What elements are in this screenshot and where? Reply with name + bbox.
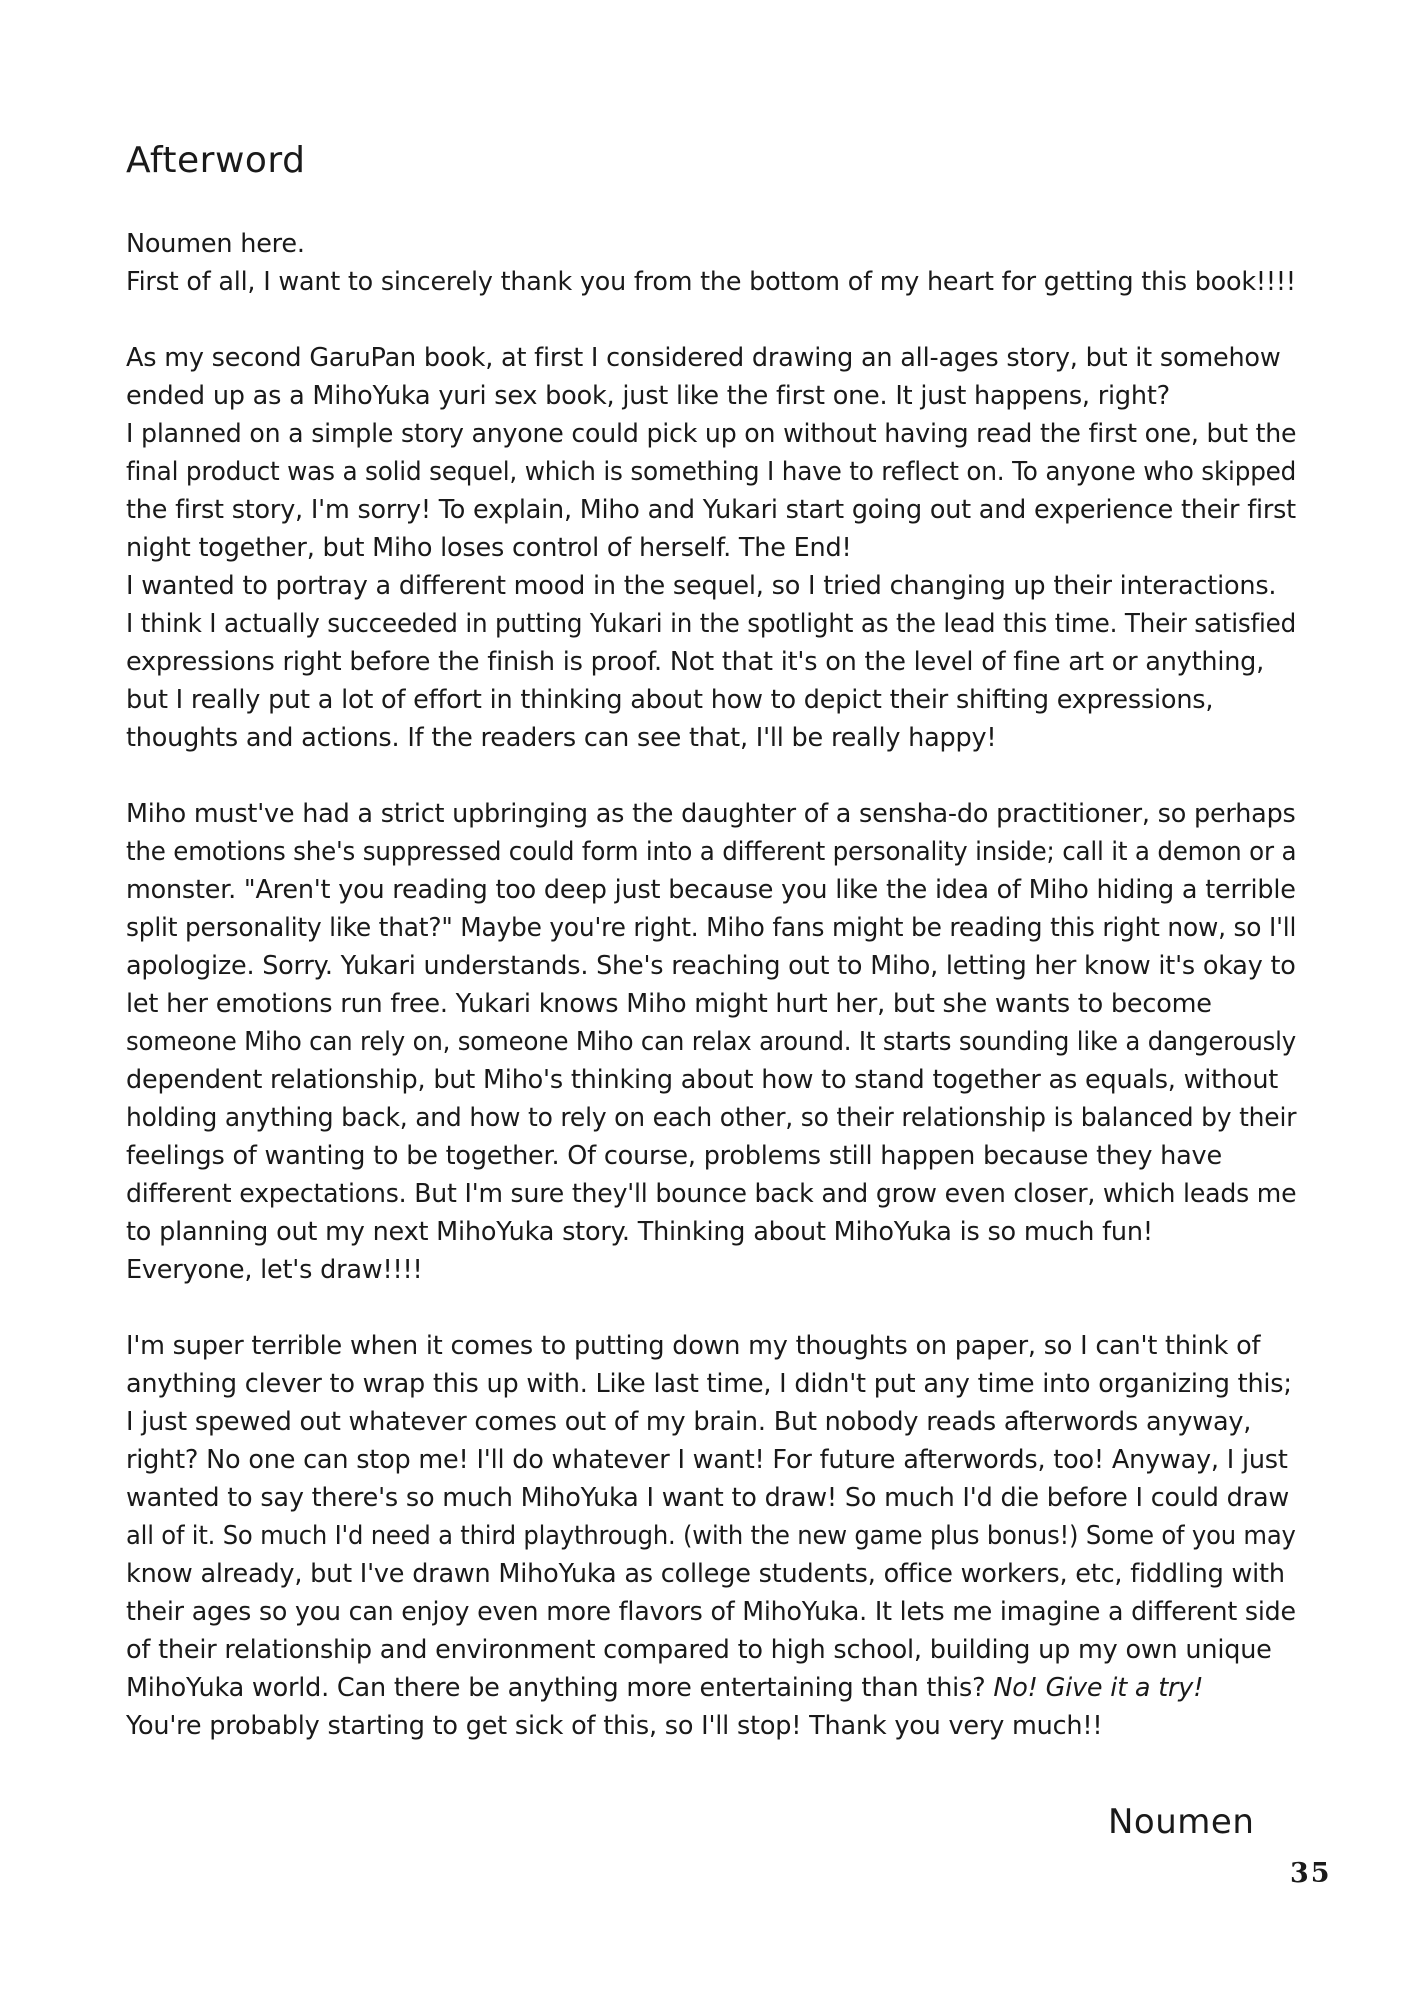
- author-signature: Noumen: [1108, 1802, 1255, 1842]
- text-line: I wanted to portray a different mood in the sequel, so I tried changing up their interactions.: [126, 571, 1277, 601]
- text-line: anything clever to wrap this up with. Like last time, I didn't put any time into organizing this;: [126, 1369, 1292, 1399]
- text-line: all of it. So much I'd need a third playthrough. (with the new game plus bonus!) Some of you may: [126, 1521, 1296, 1551]
- text-line: apologize. Sorry. Yukari understands. She's reaching out to Miho, letting her know it's okay to: [126, 951, 1296, 981]
- text-line: but I really put a lot of effort in thinking about how to depict their shifting expressions,: [126, 685, 1214, 715]
- paragraph-1: [126, 225, 1296, 301]
- text-line: to planning out my next MihoYuka story. Thinking about MihoYuka is so much fun!: [126, 1217, 1153, 1247]
- text-line: I just spewed out whatever comes out of my brain. But nobody reads afterwords anyway,: [126, 1407, 1252, 1437]
- paragraph-gap: [126, 1289, 1296, 1327]
- text-line: final product was a solid sequel, which is something I have to reflect on. To anyone who skipped: [126, 457, 1297, 487]
- text-line: their ages so you can enjoy even more flavors of MihoYuka. It lets me imagine a different side: [126, 1597, 1296, 1627]
- text-line: monster. "Aren't you reading too deep just because you like the idea of Miho hiding a terrible: [126, 875, 1296, 905]
- paragraph-gap: [126, 301, 1296, 339]
- text-line: feelings of wanting to be together. Of course, problems still happen because they have: [126, 1141, 1222, 1171]
- text-line: split personality like that?" Maybe you're right. Miho fans might be reading this right now, so I'll: [126, 913, 1297, 943]
- text-line: ended up as a MihoYuka yuri sex book, just like the first one. It just happens, right?: [126, 381, 1170, 411]
- text-line: You're probably starting to get sick of this, so I'll stop! Thank you very much!!: [126, 1711, 1103, 1741]
- text-line: I planned on a simple story anyone could pick up on without having read the first one, but the: [126, 419, 1297, 449]
- text-line: let her emotions run free. Yukari knows Miho might hurt her, but she wants to become: [126, 989, 1212, 1019]
- text-line: of their relationship and environment compared to high school, building up my own unique: [126, 1635, 1272, 1665]
- text-line: holding anything back, and how to rely on each other, so their relationship is balanced by their: [126, 1103, 1297, 1133]
- text-line: Miho must've had a strict upbringing as the daughter of a sensha-do practitioner, so perhaps: [126, 799, 1296, 829]
- text-line: First of all, I want to sincerely thank you from the bottom of my heart for getting this book!!!!: [126, 267, 1296, 297]
- text-line: night together, but Miho loses control of herself. The End!: [126, 533, 852, 563]
- text-line: thoughts and actions. If the readers can see that, I'll be really happy!: [126, 723, 997, 753]
- paragraph-3: [126, 795, 1296, 1289]
- text-line: As my second GaruPan book, at first I considered drawing an all-ages story, but it somehow: [126, 343, 1281, 373]
- text-line: know already, but I've drawn MihoYuka as college students, office workers, etc, fiddling with: [126, 1559, 1285, 1589]
- text-line: right? No one can stop me! I'll do whatever I want! For future afterwords, too! Anyway, I just: [126, 1445, 1288, 1475]
- text-italic: No! Give it a try!: [993, 1673, 1204, 1703]
- text-line: wanted to say there's so much MihoYuka I want to draw! So much I'd die before I could draw: [126, 1483, 1290, 1513]
- text-plain: MihoYuka world. Can there be anything more entertaining than this?: [126, 1673, 994, 1703]
- text-line: someone Miho can rely on, someone Miho can relax around. It starts sounding like a dangerously: [126, 1027, 1296, 1057]
- page-number: 35: [1290, 1858, 1332, 1889]
- paragraph-4: [126, 1327, 1296, 1745]
- text-line: I think I actually succeeded in putting Yukari in the spotlight as the lead this time. Their satisfied: [126, 609, 1297, 639]
- text-line: Noumen here.: [126, 229, 305, 259]
- text-line: the emotions she's suppressed could form into a different personality inside; call it a demon or a: [126, 837, 1297, 867]
- paragraph-2: [126, 339, 1296, 757]
- paragraph-gap: [126, 757, 1296, 795]
- text-line: the first story, I'm sorry! To explain, Miho and Yukari start going out and experience their first: [126, 495, 1296, 525]
- text-line: Everyone, let's draw!!!!: [126, 1255, 423, 1285]
- text-line: dependent relationship, but Miho's thinking about how to stand together as equals, without: [126, 1065, 1279, 1095]
- page-title: Afterword: [126, 140, 306, 181]
- text-line: I'm super terrible when it comes to putting down my thoughts on paper, so I can't think of: [126, 1331, 1261, 1361]
- text-line: expressions right before the finish is proof. Not that it's on the level of fine art or anything,: [126, 647, 1265, 677]
- text-line-mixed: [126, 1669, 1296, 1707]
- afterword-body: [126, 225, 1296, 1745]
- text-line: different expectations. But I'm sure they'll bounce back and grow even closer, which leads me: [126, 1179, 1297, 1209]
